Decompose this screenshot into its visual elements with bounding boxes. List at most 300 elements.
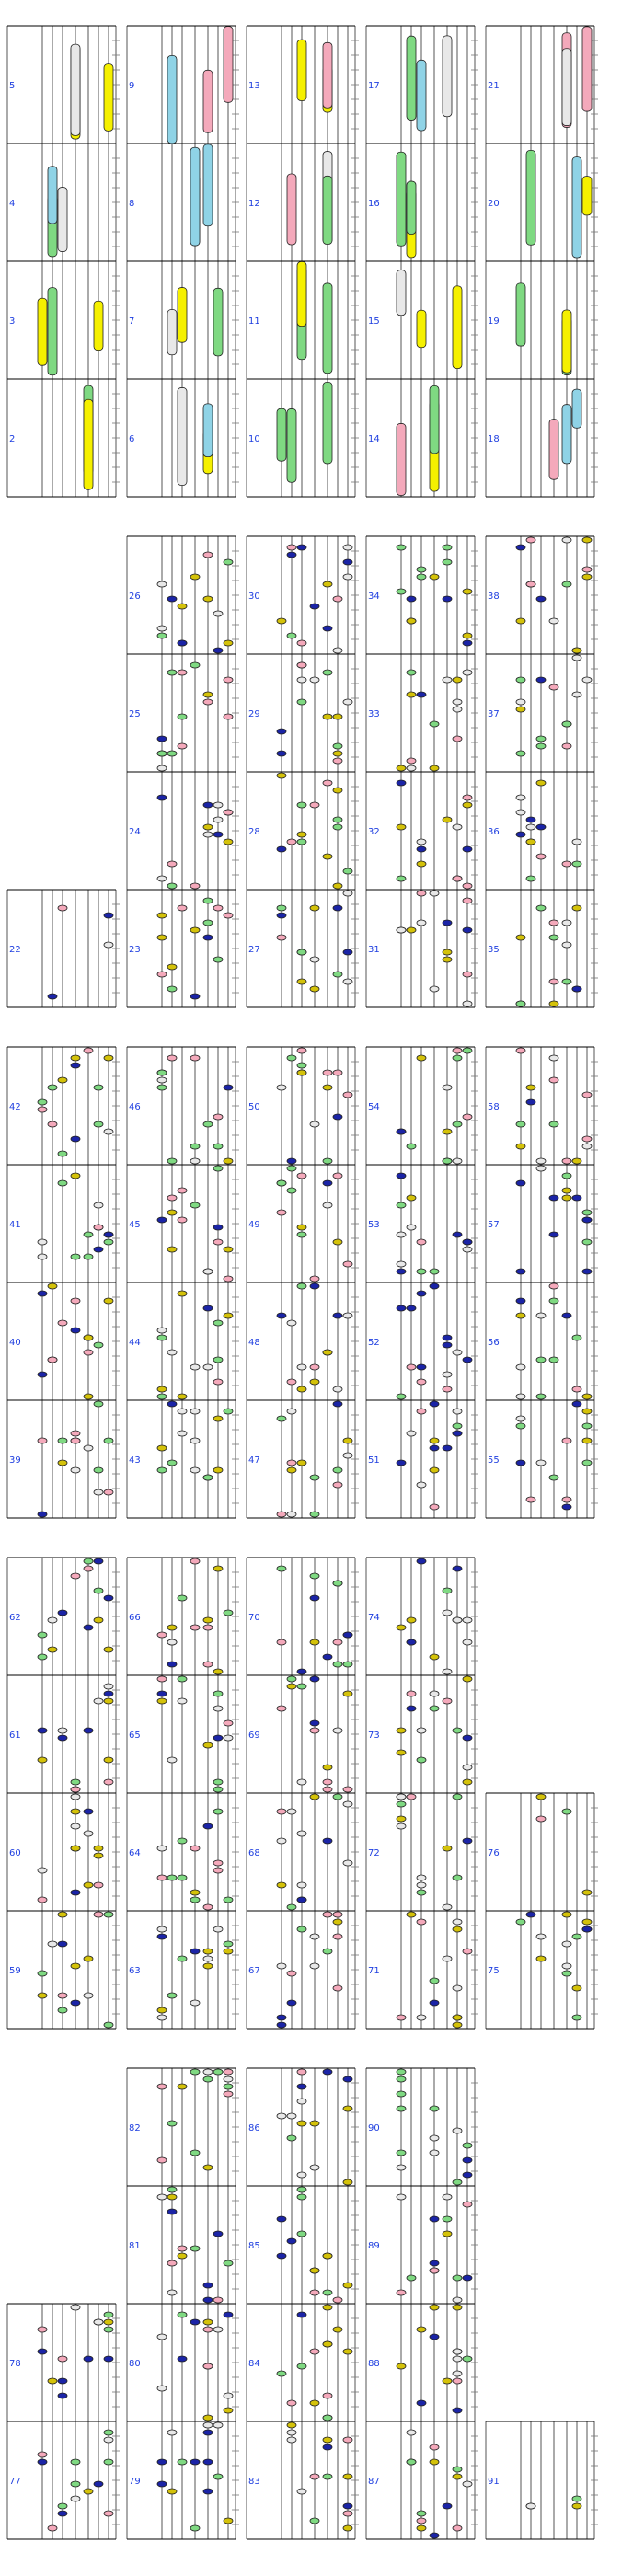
ellipse-note-icon: [430, 1438, 439, 1443]
ellipse-note-icon: [104, 1691, 113, 1696]
ellipse-note-icon: [397, 2165, 406, 2170]
ellipse-note-icon: [157, 1085, 167, 1090]
ellipse-note-icon: [453, 736, 462, 742]
ellipse-note-icon: [190, 2069, 200, 2075]
ellipse-note-icon: [310, 2518, 319, 2524]
ellipse-note-icon: [343, 2525, 352, 2531]
ellipse-note-icon: [536, 854, 546, 859]
ellipse-note-icon: [167, 751, 177, 756]
ellipse-note-icon: [343, 1787, 352, 1792]
ellipse-note-icon: [526, 817, 535, 822]
ellipse-note-icon: [213, 1416, 223, 1421]
ellipse-note-icon: [453, 1121, 462, 1127]
ellipse-note-icon: [277, 1566, 286, 1571]
ellipse-note-icon: [190, 1364, 200, 1370]
ellipse-note-icon: [407, 2459, 416, 2465]
ellipse-note-icon: [572, 986, 581, 992]
measure-number: 2: [9, 434, 16, 444]
ellipse-note-icon: [38, 1512, 47, 1517]
ellipse-note-icon: [224, 2076, 233, 2082]
ellipse-note-icon: [38, 1254, 47, 1259]
ellipse-note-icon: [453, 677, 462, 683]
measure-number: 66: [129, 1613, 141, 1623]
ellipse-note-icon: [190, 927, 200, 933]
ellipse-note-icon: [453, 1728, 462, 1733]
ellipse-note-icon: [297, 640, 306, 646]
long-note-bar-icon: [38, 298, 47, 365]
ellipse-note-icon: [178, 2084, 187, 2089]
ellipse-note-icon: [526, 839, 535, 845]
ellipse-note-icon: [397, 2106, 406, 2111]
ellipse-note-icon: [453, 1350, 462, 1355]
ellipse-note-icon: [71, 1254, 80, 1259]
long-note-bar-icon: [572, 389, 581, 428]
ellipse-note-icon: [178, 2459, 187, 2465]
ellipse-note-icon: [397, 876, 406, 881]
ellipse-note-icon: [287, 1971, 296, 1976]
ellipse-note-icon: [463, 1048, 472, 1053]
ellipse-note-icon: [453, 2297, 462, 2303]
ellipse-note-icon: [94, 1121, 103, 1127]
ellipse-note-icon: [157, 581, 167, 587]
ellipse-note-icon: [287, 1055, 296, 1061]
ellipse-note-icon: [343, 1662, 352, 1667]
ellipse-note-icon: [323, 714, 332, 719]
ellipse-note-icon: [287, 2422, 296, 2428]
ellipse-note-icon: [549, 1298, 558, 1304]
ellipse-note-icon: [536, 780, 546, 786]
ellipse-note-icon: [417, 2015, 426, 2020]
ellipse-note-icon: [417, 1055, 426, 1061]
ellipse-note-icon: [323, 2069, 332, 2075]
long-note-bar-icon: [58, 188, 67, 252]
long-note-bar-icon: [178, 288, 187, 343]
ellipse-note-icon: [562, 1504, 571, 1510]
long-note-bar-icon: [443, 36, 452, 117]
ellipse-note-icon: [572, 2503, 581, 2509]
ellipse-note-icon: [48, 1941, 57, 1947]
ellipse-note-icon: [297, 839, 306, 845]
ellipse-note-icon: [38, 1868, 47, 1873]
ellipse-note-icon: [397, 2069, 406, 2075]
ellipse-note-icon: [277, 1085, 286, 1090]
ellipse-note-icon: [310, 1676, 319, 1682]
ellipse-note-icon: [224, 1735, 233, 1741]
ellipse-note-icon: [453, 1919, 462, 1925]
measure-number: 17: [368, 81, 380, 91]
ellipse-note-icon: [178, 1956, 187, 1961]
ellipse-note-icon: [516, 1364, 525, 1370]
ellipse-note-icon: [297, 2231, 306, 2237]
measure-number: 48: [248, 1338, 260, 1348]
ellipse-note-icon: [277, 2113, 286, 2119]
ellipse-note-icon: [310, 1934, 319, 1939]
long-note-bar-icon: [287, 408, 296, 482]
ellipse-note-icon: [84, 1394, 93, 1399]
ellipse-note-icon: [213, 1357, 223, 1363]
ellipse-note-icon: [443, 596, 452, 602]
ellipse-note-icon: [297, 1460, 306, 1466]
ellipse-note-icon: [190, 1409, 200, 1414]
ellipse-note-icon: [203, 2489, 213, 2494]
ellipse-note-icon: [190, 1438, 200, 1443]
measure-number: 31: [368, 945, 380, 955]
ellipse-note-icon: [453, 1431, 462, 1436]
measure-number: 84: [248, 2359, 260, 2369]
ellipse-note-icon: [94, 1202, 103, 1208]
long-note-bar-icon: [453, 286, 462, 369]
ellipse-note-icon: [310, 2121, 319, 2126]
ellipse-note-icon: [224, 1276, 233, 1282]
ellipse-note-icon: [453, 2467, 462, 2472]
ellipse-note-icon: [516, 1416, 525, 1421]
ellipse-note-icon: [582, 1438, 592, 1443]
ellipse-note-icon: [417, 1558, 426, 1564]
ellipse-note-icon: [333, 1581, 342, 1586]
ellipse-note-icon: [157, 1070, 167, 1075]
ellipse-note-icon: [167, 2290, 177, 2295]
ellipse-note-icon: [213, 957, 223, 962]
ellipse-note-icon: [167, 861, 177, 867]
ellipse-note-icon: [397, 2150, 406, 2156]
ellipse-note-icon: [190, 574, 200, 580]
ellipse-note-icon: [443, 1372, 452, 1377]
ellipse-note-icon: [333, 972, 342, 977]
measure-number: 50: [248, 1102, 260, 1112]
ellipse-note-icon: [84, 1993, 93, 1998]
ellipse-note-icon: [297, 1364, 306, 1370]
ellipse-note-icon: [453, 707, 462, 712]
ellipse-note-icon: [333, 788, 342, 793]
ellipse-note-icon: [58, 2356, 67, 2362]
ellipse-note-icon: [397, 1794, 406, 1800]
ellipse-note-icon: [190, 994, 200, 999]
ellipse-note-icon: [297, 2172, 306, 2178]
ellipse-note-icon: [549, 1357, 558, 1363]
ellipse-note-icon: [104, 1489, 113, 1495]
measure-number: 43: [129, 1455, 141, 1466]
ellipse-note-icon: [157, 1386, 167, 1392]
ellipse-note-icon: [38, 1632, 47, 1638]
ellipse-note-icon: [430, 2444, 439, 2450]
ellipse-note-icon: [224, 1313, 233, 1318]
ellipse-note-icon: [430, 1706, 439, 1711]
ellipse-note-icon: [430, 2000, 439, 2006]
ellipse-note-icon: [297, 1063, 306, 1068]
ellipse-note-icon: [562, 1158, 571, 1164]
ellipse-note-icon: [549, 1195, 558, 1201]
ellipse-note-icon: [310, 802, 319, 808]
ellipse-note-icon: [407, 1305, 416, 1311]
ellipse-note-icon: [407, 618, 416, 624]
ellipse-note-icon: [582, 1460, 592, 1466]
ellipse-note-icon: [417, 2511, 426, 2516]
ellipse-note-icon: [58, 2503, 67, 2509]
ellipse-note-icon: [94, 1588, 103, 1593]
ellipse-note-icon: [58, 1180, 67, 1186]
ellipse-note-icon: [84, 2356, 93, 2362]
ellipse-note-icon: [343, 1453, 352, 1458]
measure-number: 9: [129, 81, 135, 91]
ellipse-note-icon: [582, 1217, 592, 1223]
ellipse-note-icon: [48, 1647, 57, 1652]
ellipse-note-icon: [310, 957, 319, 962]
ellipse-note-icon: [310, 2165, 319, 2170]
ellipse-note-icon: [84, 1254, 93, 1259]
ellipse-note-icon: [463, 1617, 472, 1623]
ellipse-note-icon: [157, 913, 167, 918]
ellipse-note-icon: [572, 1985, 581, 1991]
ellipse-note-icon: [178, 1676, 187, 1682]
measure-number: 59: [9, 1966, 21, 1976]
ellipse-note-icon: [104, 1698, 113, 1704]
ellipse-note-icon: [213, 1868, 223, 1873]
ellipse-note-icon: [157, 2194, 167, 2200]
ellipse-note-icon: [94, 1853, 103, 1858]
ellipse-note-icon: [323, 670, 332, 675]
ellipse-note-icon: [562, 721, 571, 727]
ellipse-note-icon: [190, 1897, 200, 1903]
ellipse-note-icon: [203, 2283, 213, 2288]
ellipse-note-icon: [213, 1467, 223, 1473]
ellipse-note-icon: [572, 1335, 581, 1340]
ellipse-note-icon: [536, 1313, 546, 1318]
ellipse-note-icon: [453, 2022, 462, 2028]
long-note-bar-icon: [323, 382, 332, 464]
ellipse-note-icon: [277, 1706, 286, 1711]
ellipse-note-icon: [333, 1794, 342, 1800]
ellipse-note-icon: [203, 920, 213, 926]
ellipse-note-icon: [38, 2452, 47, 2457]
ellipse-note-icon: [190, 1158, 200, 1164]
ellipse-note-icon: [71, 2481, 80, 2487]
measure-number: 88: [368, 2359, 380, 2369]
ellipse-note-icon: [430, 1401, 439, 1407]
ellipse-note-icon: [224, 1949, 233, 1954]
measure-number: 81: [129, 2241, 141, 2251]
ellipse-note-icon: [71, 1890, 80, 1895]
ellipse-note-icon: [71, 1328, 80, 1333]
ellipse-note-icon: [333, 1313, 342, 1318]
ellipse-note-icon: [333, 824, 342, 830]
ellipse-note-icon: [224, 1247, 233, 1252]
ellipse-note-icon: [549, 1055, 558, 1061]
ellipse-note-icon: [310, 1364, 319, 1370]
ellipse-note-icon: [582, 574, 592, 580]
ellipse-note-icon: [310, 1639, 319, 1645]
ellipse-note-icon: [582, 1136, 592, 1142]
ellipse-note-icon: [562, 1963, 571, 1969]
ellipse-note-icon: [157, 736, 167, 742]
ellipse-note-icon: [58, 1438, 67, 1443]
ellipse-note-icon: [562, 861, 571, 867]
ellipse-note-icon: [203, 1121, 213, 1127]
ellipse-note-icon: [443, 2378, 452, 2384]
ellipse-note-icon: [453, 2349, 462, 2354]
ellipse-note-icon: [224, 2260, 233, 2266]
ellipse-note-icon: [213, 648, 223, 653]
ellipse-note-icon: [417, 574, 426, 580]
measure-number: 69: [248, 1731, 260, 1741]
ellipse-note-icon: [167, 1460, 177, 1466]
ellipse-note-icon: [277, 1882, 286, 1888]
ellipse-note-icon: [343, 699, 352, 705]
ellipse-note-icon: [178, 2356, 187, 2362]
ellipse-note-icon: [310, 1720, 319, 1726]
ellipse-note-icon: [297, 1283, 306, 1289]
ellipse-note-icon: [417, 1875, 426, 1880]
ellipse-note-icon: [536, 596, 546, 602]
ellipse-note-icon: [417, 1269, 426, 1274]
long-note-bar-icon: [203, 144, 213, 226]
ellipse-note-icon: [417, 2525, 426, 2531]
measure-number: 28: [248, 827, 260, 837]
ellipse-note-icon: [407, 1144, 416, 1149]
ellipse-note-icon: [224, 2091, 233, 2097]
ellipse-note-icon: [203, 802, 213, 808]
ellipse-note-icon: [71, 1963, 80, 1969]
ellipse-note-icon: [549, 618, 558, 624]
ellipse-note-icon: [572, 1934, 581, 1939]
ellipse-note-icon: [397, 1173, 406, 1179]
ellipse-note-icon: [572, 1386, 581, 1392]
ellipse-note-icon: [582, 1210, 592, 1215]
ellipse-note-icon: [71, 1063, 80, 1068]
ellipse-note-icon: [84, 2489, 93, 2494]
ellipse-note-icon: [287, 2400, 296, 2406]
ellipse-note-icon: [157, 2015, 167, 2020]
ellipse-note-icon: [167, 1993, 177, 1998]
long-note-bar-icon: [582, 27, 592, 111]
ellipse-note-icon: [430, 1445, 439, 1451]
ellipse-note-icon: [48, 994, 57, 999]
ellipse-note-icon: [333, 743, 342, 749]
ellipse-note-icon: [453, 1794, 462, 1800]
ellipse-note-icon: [516, 1001, 525, 1006]
ellipse-note-icon: [224, 839, 233, 845]
ellipse-note-icon: [453, 2408, 462, 2413]
ellipse-note-icon: [463, 1001, 472, 1006]
ellipse-note-icon: [104, 2430, 113, 2435]
ellipse-note-icon: [287, 2135, 296, 2141]
ellipse-note-icon: [323, 626, 332, 631]
ellipse-note-icon: [417, 2327, 426, 2332]
ellipse-note-icon: [157, 751, 167, 756]
measure-number: 62: [9, 1613, 21, 1623]
ellipse-note-icon: [297, 2312, 306, 2317]
ellipse-note-icon: [157, 876, 167, 881]
ellipse-note-icon: [157, 765, 167, 771]
ellipse-note-icon: [104, 1298, 113, 1304]
ellipse-note-icon: [104, 1438, 113, 1443]
ellipse-note-icon: [333, 1401, 342, 1407]
ellipse-note-icon: [453, 1875, 462, 1880]
measure-number: 83: [248, 2477, 260, 2487]
ellipse-note-icon: [562, 537, 571, 543]
ellipse-note-icon: [343, 2474, 352, 2479]
ellipse-note-icon: [38, 1107, 47, 1112]
ellipse-note-icon: [104, 1647, 113, 1652]
ellipse-note-icon: [516, 810, 525, 815]
ellipse-note-icon: [157, 1217, 167, 1223]
measure-number: 55: [488, 1455, 500, 1466]
ellipse-note-icon: [297, 1926, 306, 1932]
ellipse-note-icon: [178, 2312, 187, 2317]
measure-number: 12: [248, 199, 260, 209]
ellipse-note-icon: [572, 1195, 581, 1201]
ellipse-note-icon: [343, 2511, 352, 2516]
ellipse-note-icon: [516, 1048, 525, 1053]
ellipse-note-icon: [157, 633, 167, 638]
ellipse-note-icon: [397, 2290, 406, 2295]
measure-number: 21: [488, 81, 500, 91]
measure-number: 46: [129, 1102, 141, 1112]
ellipse-note-icon: [397, 1625, 406, 1630]
ellipse-note-icon: [526, 581, 535, 587]
ellipse-note-icon: [178, 1188, 187, 1193]
ellipse-note-icon: [157, 795, 167, 800]
ellipse-note-icon: [562, 743, 571, 749]
ellipse-note-icon: [297, 2099, 306, 2104]
long-note-bar-icon: [417, 60, 426, 131]
ellipse-note-icon: [572, 2015, 581, 2020]
ellipse-note-icon: [333, 1912, 342, 1917]
measure-number: 82: [129, 2123, 141, 2133]
ellipse-note-icon: [203, 2076, 213, 2082]
ellipse-note-icon: [430, 765, 439, 771]
ellipse-note-icon: [323, 1787, 332, 1792]
ellipse-note-icon: [167, 2430, 177, 2435]
ellipse-note-icon: [167, 2260, 177, 2266]
ellipse-note-icon: [297, 1070, 306, 1075]
ellipse-note-icon: [213, 1379, 223, 1385]
ellipse-note-icon: [443, 1386, 452, 1392]
long-note-bar-icon: [71, 44, 80, 135]
ellipse-note-icon: [190, 1467, 200, 1473]
ellipse-note-icon: [213, 1926, 223, 1932]
ellipse-note-icon: [84, 1566, 93, 1571]
ellipse-note-icon: [213, 1779, 223, 1785]
ellipse-note-icon: [190, 1558, 200, 1564]
ellipse-note-icon: [84, 1831, 93, 1836]
ellipse-note-icon: [397, 1305, 406, 1311]
ellipse-note-icon: [203, 1742, 213, 1748]
ellipse-note-icon: [453, 1232, 462, 1237]
ellipse-note-icon: [430, 1691, 439, 1696]
measure-number: 37: [488, 709, 500, 719]
ellipse-note-icon: [203, 2297, 213, 2303]
long-note-bar-icon: [48, 167, 57, 224]
ellipse-note-icon: [516, 1180, 525, 1186]
ellipse-note-icon: [84, 1445, 93, 1451]
ellipse-note-icon: [333, 714, 342, 719]
ellipse-note-icon: [443, 1445, 452, 1451]
ellipse-note-icon: [453, 699, 462, 705]
ellipse-note-icon: [443, 1085, 452, 1090]
ellipse-note-icon: [526, 876, 535, 881]
long-note-bar-icon: [549, 420, 558, 480]
ellipse-note-icon: [572, 861, 581, 867]
ellipse-note-icon: [343, 545, 352, 550]
ellipse-note-icon: [157, 935, 167, 940]
ellipse-note-icon: [277, 1639, 286, 1645]
ellipse-note-icon: [443, 2503, 452, 2509]
measure-number: 6: [129, 434, 135, 444]
ellipse-note-icon: [71, 1173, 80, 1179]
ellipse-note-icon: [443, 1669, 452, 1674]
ellipse-note-icon: [203, 1963, 213, 1969]
ellipse-note-icon: [417, 1882, 426, 1888]
